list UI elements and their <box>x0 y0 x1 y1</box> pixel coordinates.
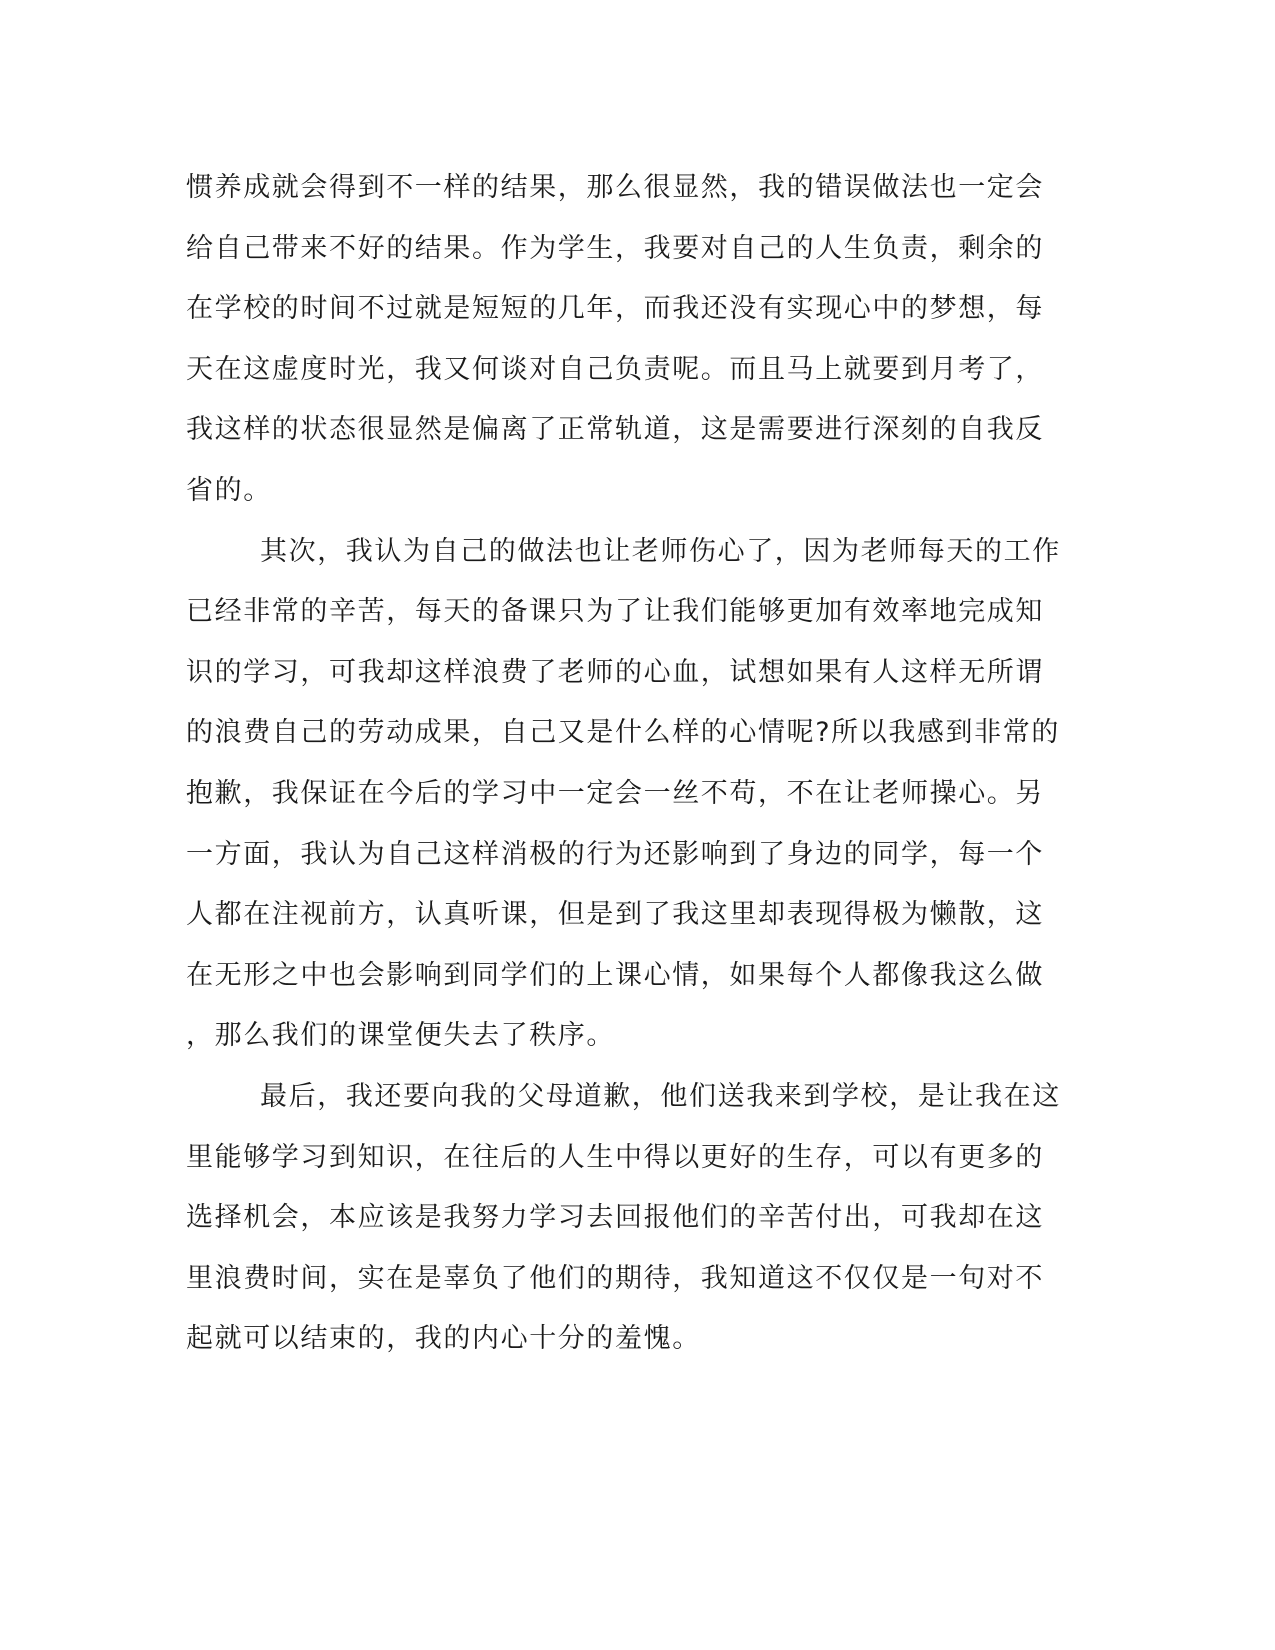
text-line: 里浪费时间，实在是辜负了他们的期待，我知道这不仅仅是一句对不 <box>186 1262 1044 1294</box>
text-line: 识的学习，可我却这样浪费了老师的心血，试想如果有人这样无所谓 <box>186 656 1044 688</box>
text-line: 已经非常的辛苦，每天的备课只为了让我们能够更加有效率地完成知 <box>186 596 1044 628</box>
text-line: 其次，我认为自己的做法也让老师伤心了，因为老师每天的工作 <box>260 535 1061 567</box>
text-line: 的浪费自己的劳动成果，自己又是什么样的心情呢?所以我感到非常的 <box>186 717 1060 749</box>
text-line: ，那么我们的课堂便失去了秩序。 <box>186 1020 615 1052</box>
text-line: 给自己带来不好的结果。作为学生，我要对自己的人生负责，剩余的 <box>186 232 1044 264</box>
text-line: 抱歉，我保证在今后的学习中一定会一丝不苟，不在让老师操心。另 <box>186 777 1044 809</box>
text-line: 最后，我还要向我的父母道歉，他们送我来到学校，是让我在这 <box>260 1080 1061 1112</box>
text-line: 省的。 <box>186 474 272 506</box>
text-line: 我这样的状态很显然是偏离了正常轨道，这是需要进行深刻的自我反 <box>186 414 1044 446</box>
text-line: 在学校的时间不过就是短短的几年，而我还没有实现心中的梦想，每 <box>186 293 1044 325</box>
text-line: 里能够学习到知识，在往后的人生中得以更好的生存，可以有更多的 <box>186 1141 1044 1173</box>
text-line: 人都在注视前方，认真听课，但是到了我这里却表现得极为懒散，这 <box>186 899 1044 931</box>
paragraph-2 <box>186 522 1066 1067</box>
text-line: 起就可以结束的，我的内心十分的羞愧。 <box>186 1323 701 1355</box>
text-line: 在无形之中也会影响到同学们的上课心情，如果每个人都像我这么做 <box>186 959 1044 991</box>
paragraph-1 <box>186 158 1066 522</box>
text-line: 一方面，我认为自己这样消极的行为还影响到了身边的同学，每一个 <box>186 838 1044 870</box>
text-line: 惯养成就会得到不一样的结果，那么很显然，我的错误做法也一定会 <box>186 172 1044 203</box>
paragraph-3 <box>186 1067 1066 1370</box>
text-line: 选择机会，本应该是我努力学习去回报他们的辛苦付出，可我却在这 <box>186 1202 1044 1234</box>
document-body <box>186 158 1066 1370</box>
text-line: 天在这虚度时光，我又何谈对自己负责呢。而且马上就要到月考了， <box>186 353 1044 385</box>
